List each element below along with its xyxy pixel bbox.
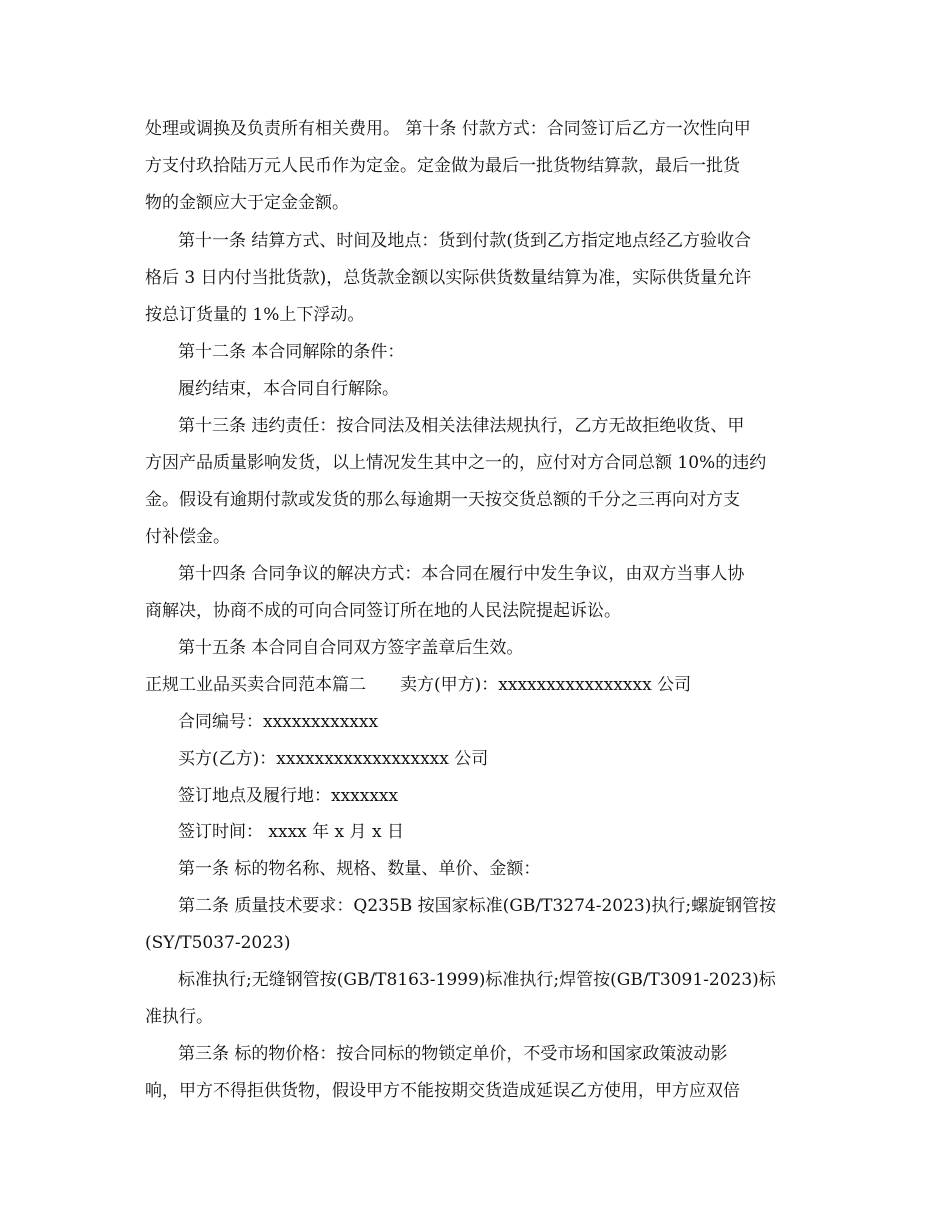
text-line: 响，甲方不得拒供货物，假设甲方不能按期交货造成延误乙方使用，甲方应双倍 xyxy=(145,1081,740,1101)
text-line: 方因产品质量影响发货，以上情况发生其中之一的，应付对方合同总额 10%的违约 xyxy=(145,453,767,473)
text-line: 履约结束，本合同自行解除。 xyxy=(178,379,399,399)
text-line: 第三条 标的物价格：按合同标的物锁定单价，不受市场和国家政策波动影 xyxy=(178,1044,728,1064)
text-line: 处理或调换及负责所有相关费用。 第十条 付款方式：合同签订后乙方一次性向甲 xyxy=(145,119,751,139)
text-line: 方支付玖拾陆万元人民币作为定金。定金做为最后一批货物结算款，最后一批货 xyxy=(145,156,740,176)
text-line: 签订时间： xxxx 年 x 月 x 日 xyxy=(178,822,404,842)
text-line: 第十二条 本合同解除的条件： xyxy=(178,342,405,362)
text-line: 物的金额应大于定金金额。 xyxy=(145,193,349,213)
text-line: 商解决，协商不成的可向合同签订所在地的人民法院提起诉讼。 xyxy=(145,601,621,621)
text-line: 金。假设有逾期付款或发货的那么每逾期一天按交货总额的千分之三再向对方支 xyxy=(145,490,740,510)
text-line: 第十一条 结算方式、时间及地点：货到付款(货到乙方指定地点经乙方验收合 xyxy=(178,231,752,251)
text-line: 签订地点及履行地：xxxxxxx xyxy=(178,786,399,806)
text-line: 标准执行;无缝钢管按(GB/T8163-1999)标准执行;焊管按(GB/T3091-2023)标 xyxy=(178,970,776,990)
text-line: 第十四条 合同争议的解决方式：本合同在履行中发生争议，由双方当事人协 xyxy=(178,564,745,584)
text-line: 付补偿金。 xyxy=(145,527,230,547)
text-line: (SY/T5037-2023) xyxy=(145,933,291,953)
text-line: 合同编号：xxxxxxxxxxxx xyxy=(178,712,379,732)
text-line: 准执行。 xyxy=(145,1007,213,1027)
text-line: 第一条 标的物名称、规格、数量、单价、金额： xyxy=(178,859,541,879)
text-line: 买方(乙方)：xxxxxxxxxxxxxxxxxx 公司 xyxy=(178,749,489,769)
text-line: 格后 3 日内付当批货款)，总货款金额以实际供货数量结算为准，实际供货量允许 xyxy=(145,268,752,288)
text-line: 第十五条 本合同自合同双方签字盖章后生效。 xyxy=(178,638,524,658)
section-heading-line: 正规工业品买卖合同范本篇二 卖方(甲方)：xxxxxxxxxxxxxxxx 公司 xyxy=(145,675,692,695)
text-line: 第十三条 违约责任：按合同法及相关法律法规执行，乙方无故拒绝收货、甲 xyxy=(178,416,745,436)
text-line: 第二条 质量技术要求：Q235B 按国家标准(GB/T3274-2023)执行;螺旋钢管按 xyxy=(178,896,777,916)
text-line: 按总订货量的 1%上下浮动。 xyxy=(145,305,365,325)
